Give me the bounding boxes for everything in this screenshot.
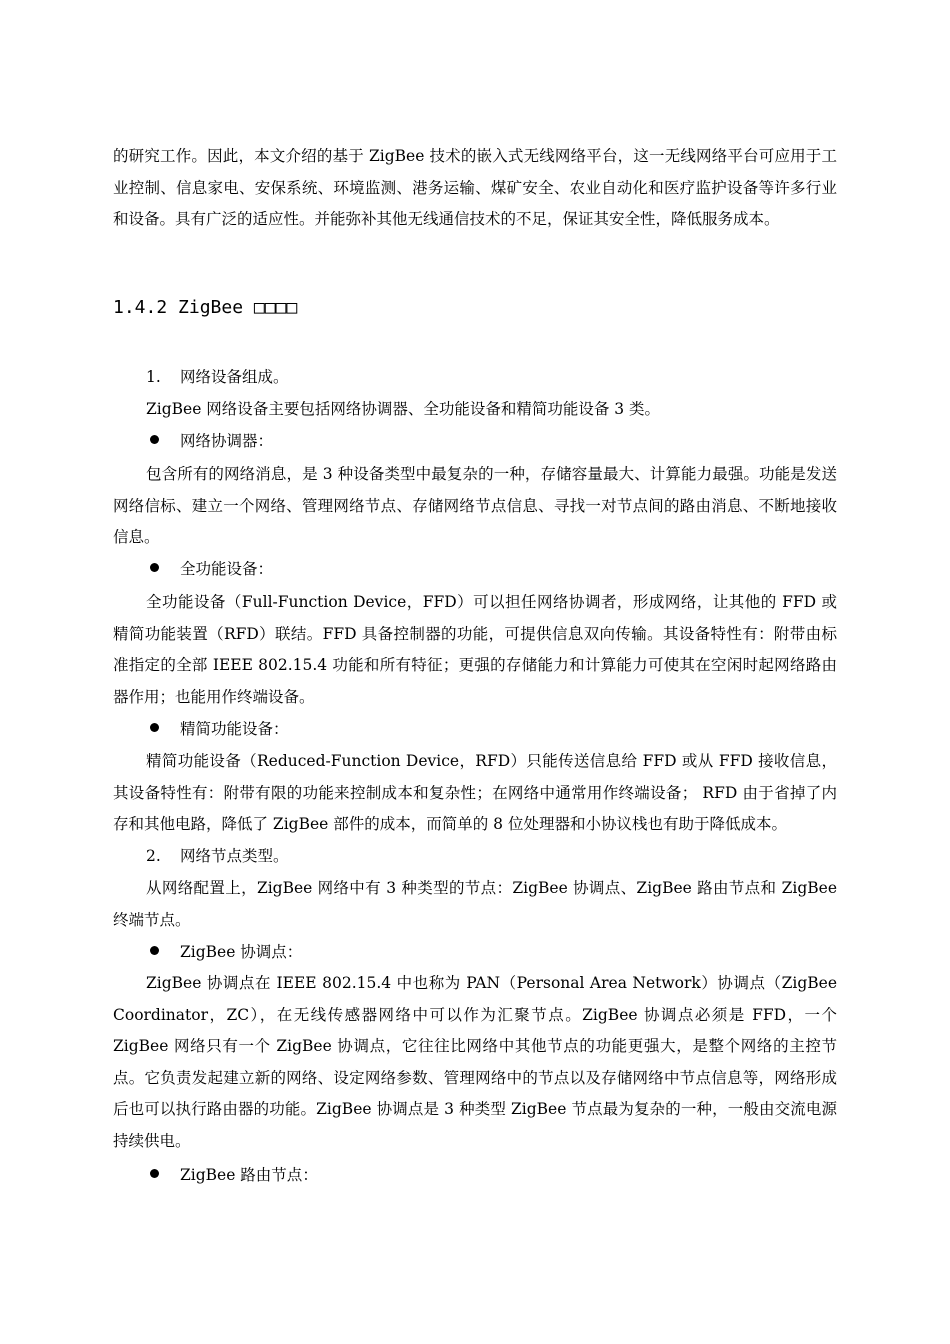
bullet-item-ffd [146,554,273,584]
item-number: 1. [146,368,161,386]
coordinator-paragraph: 包含所有的网络消息，是 3 种设备类型中最复杂的一种，存储容量最大、计算能力最强。功能是发送网络信标、建立一个网络、管理网络节点、存储网络节点信息、寻找一对节点间的路由消息、不断地接收信息。 [113,465,837,546]
item-number: 2. [146,847,161,865]
bullet-label: ZigBee 路由节点： [180,1166,318,1184]
bullet-item-zc [146,937,302,967]
nodes-paragraph: 从网络配置上，ZigBee 网络中有 3 种类型的节点：ZigBee 协调点、ZigBee 路由节点和 ZigBee 终端节点。 [113,879,837,929]
item-label: 网络设备组成。 [180,368,289,386]
section-heading: 1.4.2 ZigBee □□□□ [113,297,298,318]
bullet-item-rfd [146,714,289,744]
bullet-label: ZigBee 协调点： [180,943,303,961]
numbered-item-1 [146,362,289,392]
bullet-label: 精简功能设备： [180,720,289,738]
zc-paragraph: ZigBee 协调点在 IEEE 802.15.4 中也称为 PAN（Personal Area Network）协调点（ZigBee Coordinator，ZC），在无线传感器网络中可以作为汇聚节点。ZigBee 协调点必须是 FFD，一个 ZigBee 网络只有一个 ZigBee 协调点，它往往比网络中其他节点的功能更强大，是整个网络的主控节点。它负责发起建立新的网络、设定网络参数、管理网络中的节点以及存储网络中节点信息等，网络形成后也可以执行路由器的功能。ZigBee 协调点是 3 种类型 ZigBee 节点最为复杂的一种，一般由交流电源持续供电。 [113,974,837,1150]
bullet-dot-icon [146,1160,180,1190]
item-label: 网络节点类型。 [180,847,289,865]
bullet-item-router [146,1160,318,1190]
numbered-item-2 [146,841,289,871]
bullet-dot-icon [146,426,180,456]
devices-paragraph: ZigBee 网络设备主要包括网络协调器、全功能设备和精简功能设备 3 类。 [146,400,661,418]
intro-paragraph: 的研究工作。因此，本文介绍的基于 ZigBee 技术的嵌入式无线网络平台，这一无线网络平台可应用于工业控制、信息家电、安保系统、环境监测、港务运输、煤矿安全、农业自动化和医疗监护设备等许多行业和设备。具有广泛的适应性。并能弥补其他无线通信技术的不足，保证其安全性，降低服务成本。 [113,147,837,228]
bullet-dot-icon [146,937,180,967]
ffd-paragraph: 全功能设备（Full-Function Device，FFD）可以担任网络协调者，形成网络，让其他的 FFD 或精简功能装置（RFD）联结。FFD 具备控制器的功能，可提供信息双向传输。其设备特性有：附带由标准指定的全部 IEEE 802.15.4 功能和所有特征；更强的存储能力和计算能力可使其在空闲时起网络路由器作用；也能用作终端设备。 [113,593,837,706]
bullet-label: 全功能设备： [180,560,274,578]
rfd-paragraph: 精简功能设备（Reduced-Function Device，RFD）只能传送信息给 FFD 或从 FFD 接收信息，其设备特性有：附带有限的功能来控制成本和复杂性；在网络中通常用作终端设备； RFD 由于省掉了内存和其他电路，降低了 ZigBee 部件的成本，而简单的 8 位处理器和小协议栈也有助于降低成本。 [113,752,837,833]
bullet-dot-icon [146,714,180,744]
bullet-dot-icon [146,554,180,584]
bullet-item-coordinator [146,426,273,456]
bullet-label: 网络协调器： [180,432,274,450]
